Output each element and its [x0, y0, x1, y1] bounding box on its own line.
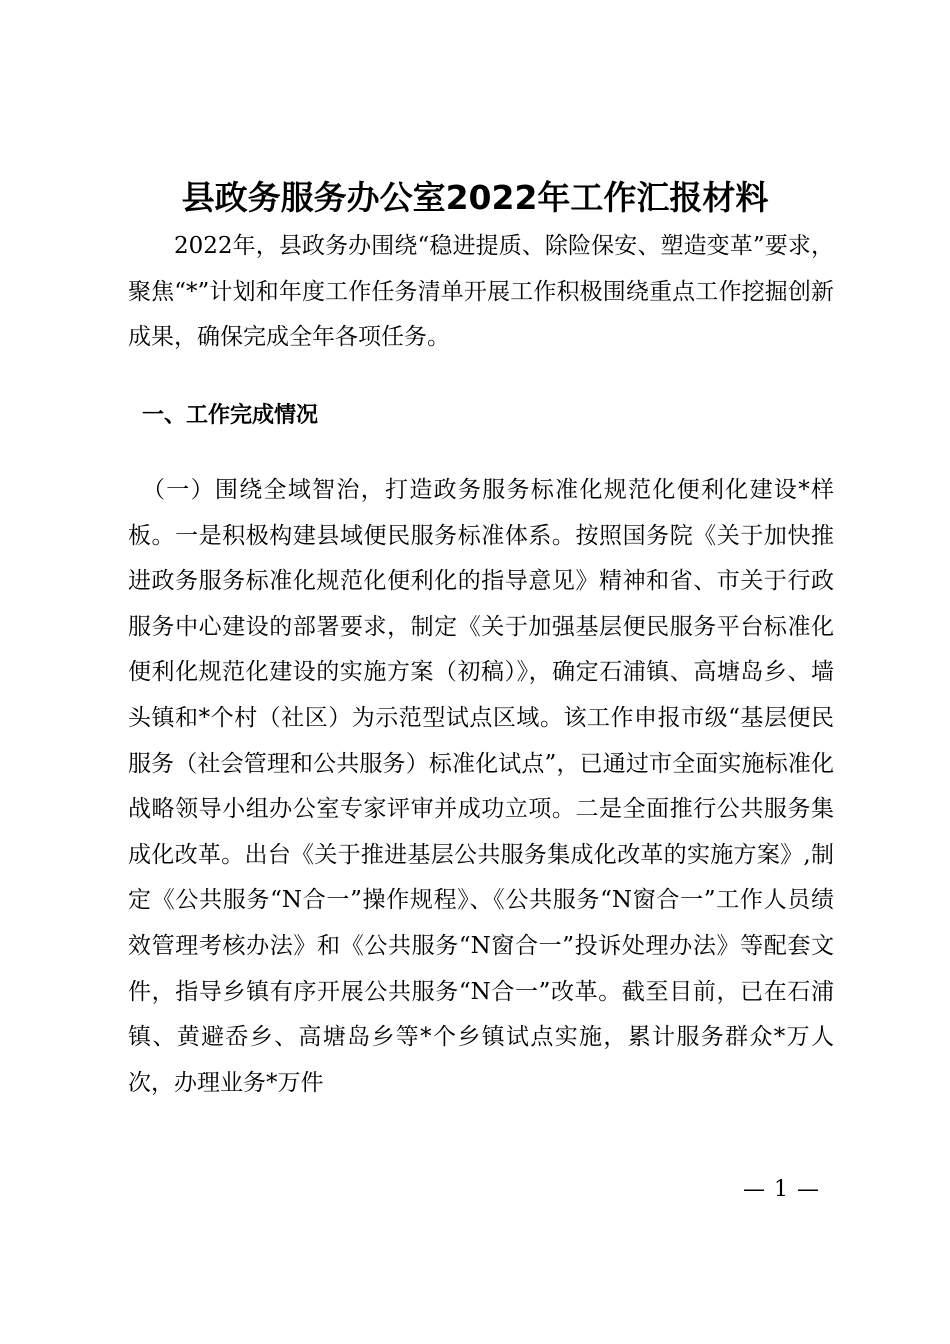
document-title: 县政务服务办公室2022年工作汇报材料 [181, 178, 769, 217]
section-heading: 一、工作完成情况 [142, 403, 319, 428]
page-number: — 1 — [743, 1177, 820, 1202]
intro-paragraph: 2022年，县政务办围绕“稳进提质、除险保安、塑造变革”要求，聚焦“*”计划和年度工作任务清单开展工作积极围绕重点工作挖掘创新成果，确保完成全年各项任务。 [128, 233, 834, 351]
section-body-paragraph: （一）围绕全域智治，打造政务服务标准化规范化便利化建设*样板。一是积极构建县域便民服务标准体系。按照国务院《关于加快推进政务服务标准化规范化便利化的指导意见》精神和省、市关于行政服务中心建设的部署要求，制定《关于加强基层便民服务平台标准化便利化规范化建设的实施方案（初稿）》，确定石浦镇、高塘岛乡、墙头镇和*个村（社区）为示范型试点区域。该工作申报市级“基层便民服务（社会管理和公共服务）标准化试点”，已通过市全面实施标准化战略领导小组办公室专家评审并成功立项。二是全面推行公共服务集成化改革。出台《关于推进基层公共服务集成化改革的实施方案》,制定《公共服务“N合一”操作规程》、《公共服务“N窗合一”工作人员绩效管理考核办法》和《公共服务“N窗合一”投诉处理办法》等配套文件，指导乡镇有序开展公共服务“N合一”改革。截至目前，已在石浦镇、黄避岙乡、高塘岛乡等*个乡镇试点实施，累计服务群众*万人次，办理业务*万件 [128, 477, 834, 1096]
